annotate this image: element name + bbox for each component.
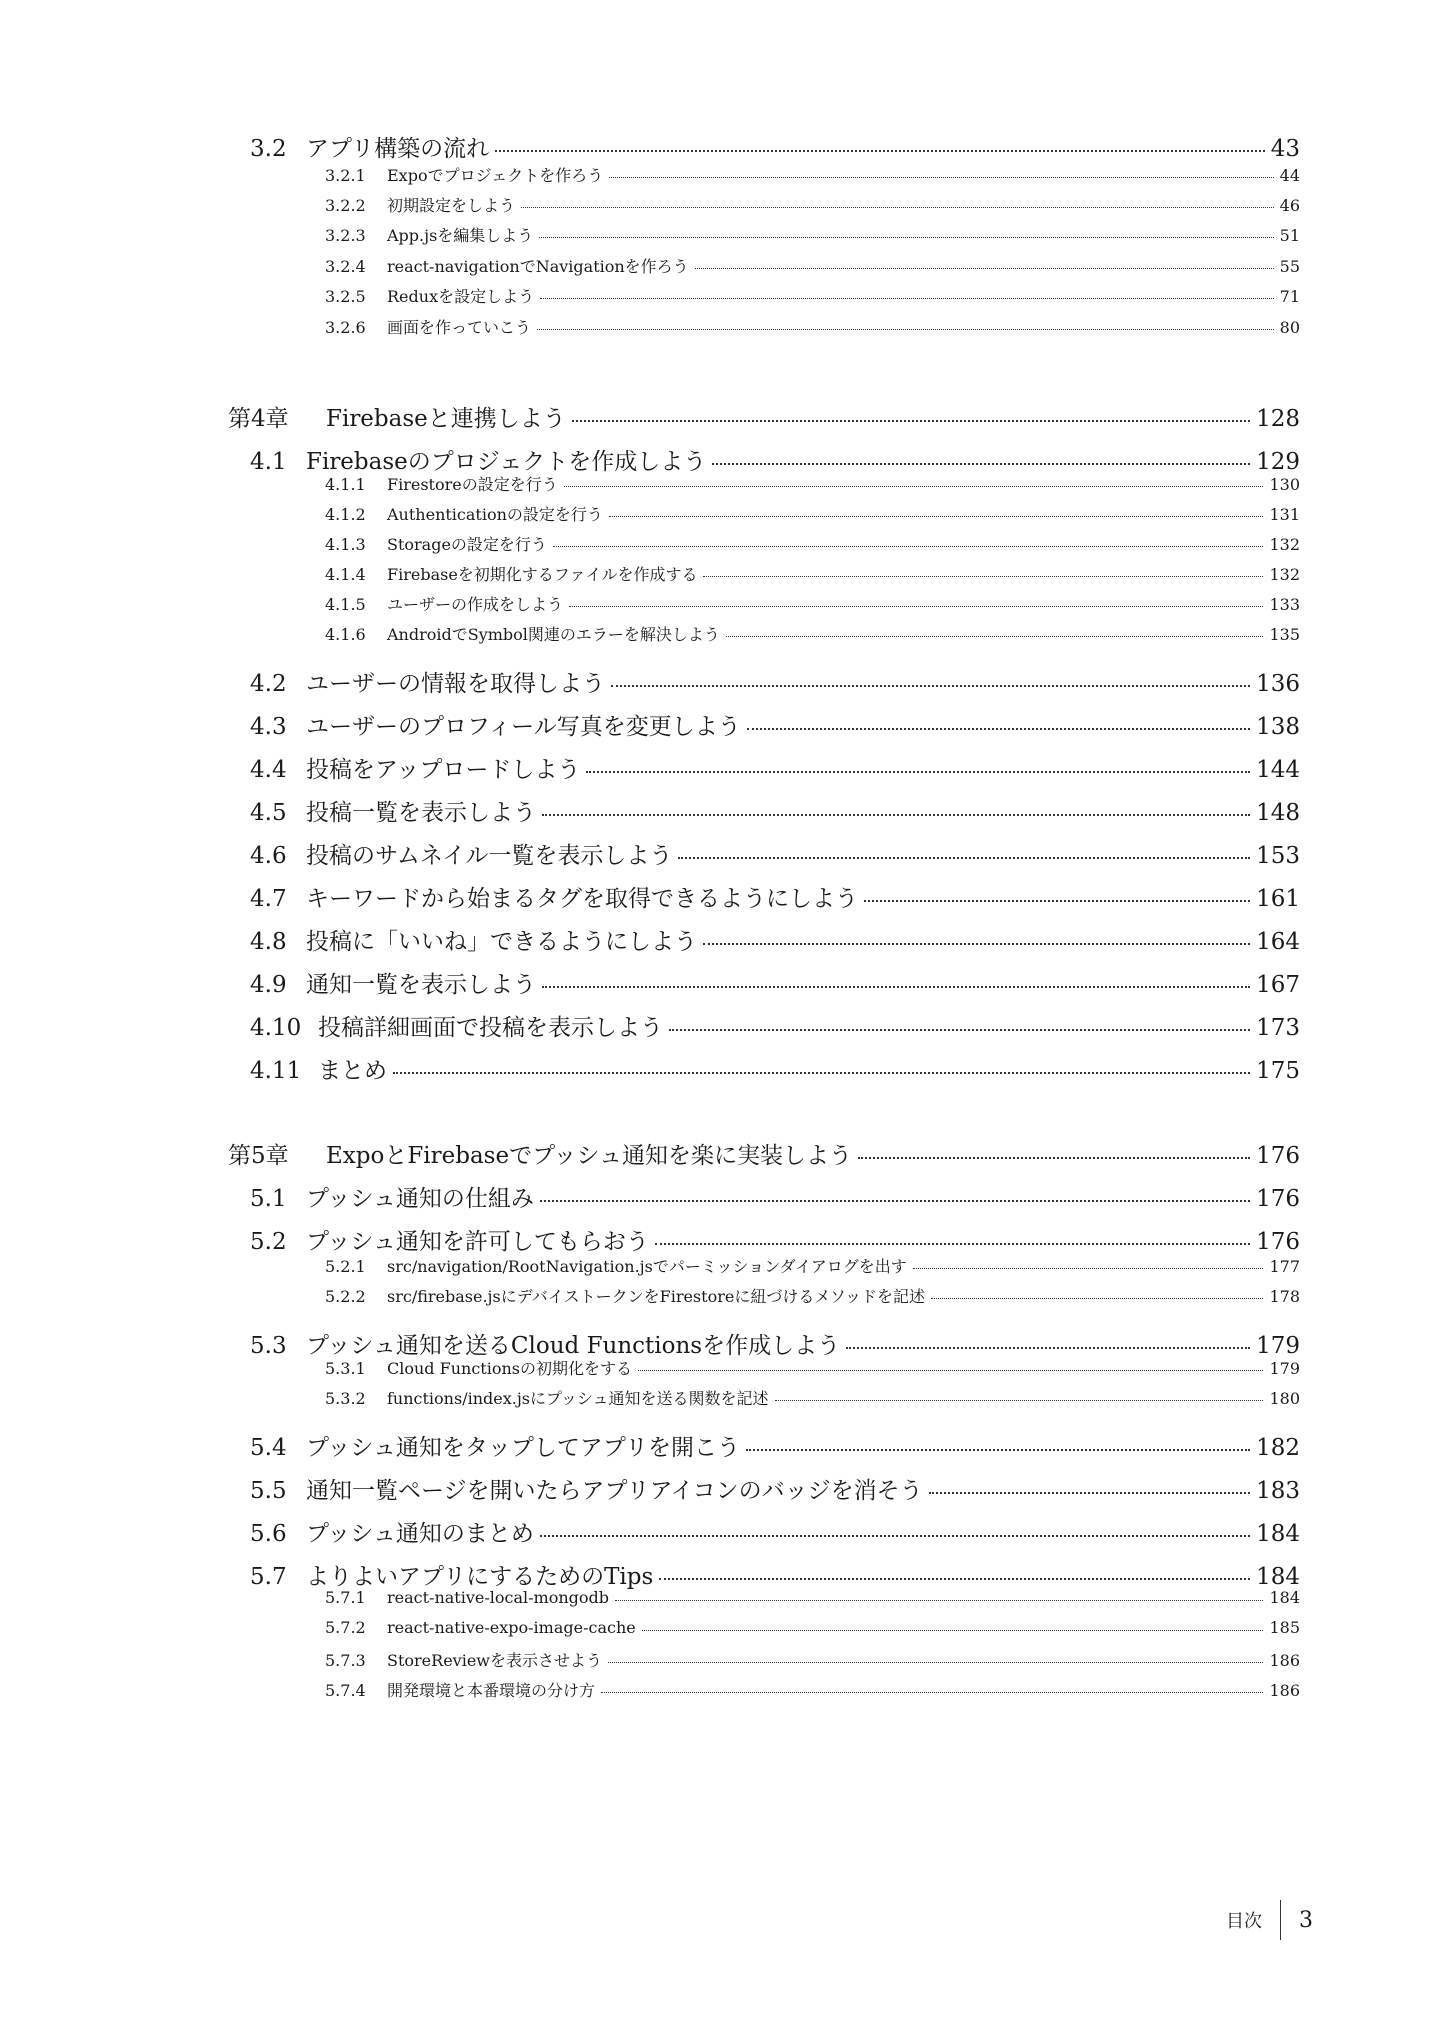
- toc-title: Firebaseと連携しよう: [326, 406, 566, 432]
- toc-title: react-native-expo-image-cache: [387, 1618, 636, 1637]
- toc-leader-dots: [703, 576, 1263, 577]
- toc-number: 5.7: [250, 1564, 287, 1590]
- toc-section: [250, 880, 1300, 913]
- toc-page-number: 55: [1279, 257, 1300, 276]
- toc-page-number: 144: [1256, 757, 1300, 783]
- toc-page-number: 44: [1279, 166, 1300, 185]
- toc-title: 投稿詳細画面で投稿を表示しよう: [318, 1015, 663, 1041]
- toc-title: ユーザーのプロフィール写真を変更しよう: [306, 714, 741, 740]
- toc-title: src/firebase.jsにデバイストークンをFirestoreに紐づけるメソッドを記述: [387, 1287, 926, 1306]
- toc-number: 第5章: [228, 1143, 289, 1169]
- toc-section: [250, 1472, 1300, 1505]
- toc-page-number: 136: [1256, 671, 1300, 697]
- toc-leader-dots: [864, 900, 1250, 902]
- toc-page-number: 148: [1256, 800, 1300, 826]
- toc-number: 4.5: [250, 800, 287, 826]
- toc-section: [250, 1180, 1300, 1213]
- toc-section: [250, 1429, 1300, 1462]
- toc-leader-dots: [678, 857, 1250, 859]
- toc-number: 5.5: [250, 1478, 287, 1504]
- toc-number: 5.7.4: [325, 1681, 366, 1700]
- toc-section: [250, 1052, 1300, 1085]
- toc-leader-dots: [540, 298, 1274, 299]
- toc-number: 3.2.2: [325, 196, 366, 215]
- toc-title: ExpoとFirebaseでプッシュ通知を楽に実装しよう: [326, 1143, 853, 1169]
- toc-page-number: 179: [1256, 1333, 1300, 1359]
- toc-page-number: 138: [1256, 714, 1300, 740]
- toc-chapter: [228, 400, 1300, 433]
- toc-subsection: [325, 163, 1300, 186]
- toc-leader-dots: [695, 268, 1274, 269]
- toc-page-number: 185: [1269, 1618, 1300, 1637]
- toc-leader-dots: [931, 1298, 1263, 1299]
- toc-subsection: [325, 472, 1300, 495]
- toc-subsection: [325, 1588, 1300, 1607]
- toc-title: よりよいアプリにするためのTips: [306, 1564, 654, 1590]
- toc-title: プッシュ通知を送るCloud Functionsを作成しよう: [306, 1333, 841, 1359]
- toc-leader-dots: [393, 1072, 1250, 1074]
- toc-number: 5.2.1: [325, 1257, 366, 1276]
- toc-page-number: 176: [1256, 1229, 1300, 1255]
- toc-title: functions/index.jsにプッシュ通知を送る関数を記述: [387, 1389, 769, 1408]
- toc-page-number: 184: [1256, 1521, 1300, 1547]
- toc-leader-dots: [659, 1578, 1250, 1580]
- toc-title: 投稿のサムネイル一覧を表示しよう: [306, 843, 673, 869]
- toc-subsection: [325, 562, 1300, 585]
- toc-number: 4.9: [250, 972, 287, 998]
- toc-number: 5.7.2: [325, 1618, 366, 1637]
- toc-number: 3.2.6: [325, 318, 366, 337]
- toc-page-number: 179: [1269, 1359, 1300, 1378]
- toc-page-number: 176: [1256, 1143, 1300, 1169]
- toc-page-number: 130: [1269, 475, 1300, 494]
- toc-number: 5.4: [250, 1435, 287, 1461]
- toc-title: App.jsを編集しよう: [387, 226, 534, 245]
- toc-title: Firestoreの設定を行う: [387, 475, 558, 494]
- toc-number: 3.2.5: [325, 287, 366, 306]
- toc-leader-dots: [609, 516, 1264, 517]
- toc-section: [250, 1009, 1300, 1042]
- toc-subsection: [325, 1618, 1300, 1637]
- toc-title: Reduxを設定しよう: [387, 287, 535, 306]
- toc-leader-dots: [539, 237, 1273, 238]
- toc-number: 4.1.1: [325, 475, 366, 494]
- toc-number: 5.3: [250, 1333, 287, 1359]
- toc-leader-dots: [669, 1029, 1250, 1031]
- toc-page-number: 186: [1269, 1651, 1300, 1670]
- toc-page-number: 132: [1269, 565, 1300, 584]
- toc-leader-dots: [638, 1370, 1263, 1371]
- toc-page-number: 167: [1256, 972, 1300, 998]
- toc-leader-dots: [569, 606, 1263, 607]
- toc-number: 4.10: [250, 1015, 302, 1041]
- toc-page-number: 132: [1269, 535, 1300, 554]
- toc-page-number: 128: [1256, 406, 1300, 432]
- toc-page-number: 178: [1269, 1287, 1300, 1306]
- toc-page-number: 161: [1256, 886, 1300, 912]
- toc-leader-dots: [775, 1400, 1264, 1401]
- toc-title: プッシュ通知をタップしてアプリを開こう: [306, 1435, 741, 1461]
- toc-subsection: [325, 254, 1300, 277]
- toc-title: ユーザーの情報を取得しよう: [306, 671, 605, 697]
- toc-section: [250, 837, 1300, 870]
- toc-number: 4.1.6: [325, 625, 366, 644]
- toc-subsection: [325, 315, 1300, 338]
- toc-page-number: 175: [1256, 1058, 1300, 1084]
- toc-subsection: [325, 1356, 1300, 1379]
- footer-divider: [1280, 1900, 1281, 1940]
- toc-page-number: 51: [1279, 226, 1300, 245]
- toc-title: Authenticationの設定を行う: [387, 505, 603, 524]
- toc-leader-dots: [495, 150, 1265, 152]
- toc-number: 4.1: [250, 449, 287, 475]
- toc-leader-dots: [746, 1449, 1250, 1451]
- toc-title: 通知一覧を表示しよう: [306, 972, 536, 998]
- toc-title: プッシュ通知を許可してもらおう: [306, 1229, 649, 1255]
- toc-page-number: 164: [1256, 929, 1300, 955]
- toc-subsection: [325, 622, 1300, 645]
- toc-subsection: [325, 1678, 1300, 1701]
- toc-page-number: 135: [1269, 625, 1300, 644]
- toc-number: 5.7.1: [325, 1588, 366, 1607]
- toc-subsection: [325, 223, 1300, 246]
- toc-subsection: [325, 193, 1300, 216]
- toc-leader-dots: [542, 986, 1250, 988]
- toc-page-number: 80: [1279, 318, 1300, 337]
- toc-page-number: 131: [1269, 505, 1300, 524]
- toc-title: AndroidでSymbol関連のエラーを解決しよう: [387, 625, 720, 644]
- toc-leader-dots: [572, 420, 1250, 422]
- footer-page-number: 3: [1299, 1907, 1313, 1933]
- toc-title: まとめ: [318, 1058, 387, 1084]
- toc-subsection: [325, 1648, 1300, 1671]
- toc-section: [250, 794, 1300, 827]
- toc-leader-dots: [655, 1243, 1250, 1245]
- toc-section: [250, 966, 1300, 999]
- toc-page-number: 180: [1269, 1389, 1300, 1408]
- toc-number: 5.1: [250, 1186, 287, 1212]
- toc-title: アプリ構築の流れ: [306, 136, 490, 162]
- toc-leader-dots: [542, 814, 1250, 816]
- toc-leader-dots: [553, 546, 1264, 547]
- toc-number: 4.7: [250, 886, 287, 912]
- toc-number: 5.2.2: [325, 1287, 366, 1306]
- toc-number: 4.11: [250, 1058, 302, 1084]
- toc-leader-dots: [601, 1692, 1263, 1693]
- toc-chapter: [228, 1137, 1300, 1170]
- toc-page-number: 184: [1256, 1564, 1300, 1590]
- toc-subsection: [325, 502, 1300, 525]
- toc-number: 4.1.4: [325, 565, 366, 584]
- toc-page-number: 133: [1269, 595, 1300, 614]
- toc-page-number: 184: [1269, 1588, 1300, 1607]
- toc-section: [250, 665, 1300, 698]
- toc-section: [250, 1515, 1300, 1548]
- toc-number: 4.1.5: [325, 595, 366, 614]
- toc-page-number: 153: [1256, 843, 1300, 869]
- toc-page-number: 186: [1269, 1681, 1300, 1700]
- toc-leader-dots: [642, 1630, 1264, 1631]
- toc-subsection: [325, 592, 1300, 615]
- toc-leader-dots: [703, 943, 1250, 945]
- toc-page-number: 177: [1269, 1257, 1300, 1276]
- footer-label: 目次: [1226, 1911, 1262, 1932]
- toc-section: [250, 130, 1300, 163]
- page-footer: [1226, 1900, 1313, 1940]
- toc-leader-dots: [611, 685, 1250, 687]
- toc-leader-dots: [537, 329, 1274, 330]
- toc-leader-dots: [929, 1492, 1250, 1494]
- toc-title: 投稿に「いいね」できるようにしよう: [306, 929, 697, 955]
- toc-number: 4.4: [250, 757, 287, 783]
- toc-leader-dots: [747, 728, 1250, 730]
- toc-leader-dots: [608, 1662, 1263, 1663]
- toc-title: 投稿をアップロードしよう: [306, 757, 581, 783]
- toc-number: 4.1.3: [325, 535, 366, 554]
- toc-page-number: 129: [1256, 449, 1300, 475]
- toc-subsection: [325, 1386, 1300, 1409]
- toc-title: 画面を作っていこう: [387, 318, 532, 337]
- toc-leader-dots: [615, 1600, 1263, 1601]
- toc-page-number: 183: [1256, 1478, 1300, 1504]
- toc-leader-dots: [521, 207, 1274, 208]
- toc-title: プッシュ通知のまとめ: [306, 1521, 534, 1547]
- toc-leader-dots: [540, 1200, 1250, 1202]
- toc-title: Cloud Functionsの初期化をする: [387, 1359, 632, 1378]
- toc-title: StoreReviewを表示させよう: [387, 1651, 602, 1670]
- toc-number: 5.6: [250, 1521, 287, 1547]
- toc-leader-dots: [846, 1347, 1250, 1349]
- toc-page-number: 173: [1256, 1015, 1300, 1041]
- toc-leader-dots: [858, 1157, 1250, 1159]
- toc-leader-dots: [609, 177, 1273, 178]
- toc-number: 4.3: [250, 714, 287, 740]
- toc-number: 3.2.1: [325, 166, 366, 185]
- toc-number: 5.2: [250, 1229, 287, 1255]
- toc-subsection: [325, 1284, 1300, 1307]
- toc-subsection: [325, 1254, 1300, 1277]
- toc-leader-dots: [913, 1268, 1264, 1269]
- toc-number: 3.2.3: [325, 226, 366, 245]
- toc-title: src/navigation/RootNavigation.jsでパーミッションダイアログを出す: [387, 1257, 907, 1276]
- toc-title: Storageの設定を行う: [387, 535, 547, 554]
- toc-title: プッシュ通知の仕組み: [306, 1186, 534, 1212]
- toc-title: Firebaseを初期化するファイルを作成する: [387, 565, 698, 584]
- toc-section: [250, 1558, 1300, 1591]
- toc-page-number: 46: [1279, 196, 1300, 215]
- toc-page-number: 182: [1256, 1435, 1300, 1461]
- toc-subsection: [325, 284, 1300, 307]
- toc-number: 第4章: [228, 406, 289, 432]
- toc-section: [250, 1223, 1300, 1256]
- toc-title: キーワードから始まるタグを取得できるようにしよう: [306, 886, 858, 912]
- toc-number: 4.6: [250, 843, 287, 869]
- toc-title: react-native-local-mongodb: [387, 1588, 609, 1607]
- toc-number: 3.2: [250, 136, 287, 162]
- toc-number: 5.3.2: [325, 1389, 366, 1408]
- toc-title: 通知一覧ページを開いたらアプリアイコンのバッジを消そう: [306, 1478, 923, 1504]
- toc-title: 開発環境と本番環境の分け方: [387, 1681, 596, 1700]
- toc-subsection: [325, 532, 1300, 555]
- toc-title: 初期設定をしよう: [387, 196, 516, 215]
- toc-number: 5.7.3: [325, 1651, 366, 1670]
- toc-number: 4.2: [250, 671, 287, 697]
- toc-leader-dots: [712, 463, 1250, 465]
- toc-number: 4.1.2: [325, 505, 366, 524]
- toc-title: 投稿一覧を表示しよう: [306, 800, 536, 826]
- toc-page-number: 71: [1279, 287, 1300, 306]
- toc-number: 4.8: [250, 929, 287, 955]
- toc-title: ユーザーの作成をしよう: [387, 595, 564, 614]
- toc-page-number: 43: [1270, 136, 1300, 162]
- toc-number: 3.2.4: [325, 257, 366, 276]
- toc-section: [250, 708, 1300, 741]
- toc-leader-dots: [586, 771, 1250, 773]
- toc-number: 5.3.1: [325, 1359, 366, 1378]
- toc-leader-dots: [540, 1535, 1250, 1537]
- toc-title: react-navigationでNavigationを作ろう: [387, 257, 689, 276]
- toc-section: [250, 751, 1300, 784]
- toc-page-number: 176: [1256, 1186, 1300, 1212]
- toc-title: Expoでプロジェクトを作ろう: [387, 166, 604, 185]
- toc-leader-dots: [726, 636, 1264, 637]
- toc-section: [250, 923, 1300, 956]
- toc-leader-dots: [564, 486, 1264, 487]
- toc-title: Firebaseのプロジェクトを作成しよう: [306, 449, 707, 475]
